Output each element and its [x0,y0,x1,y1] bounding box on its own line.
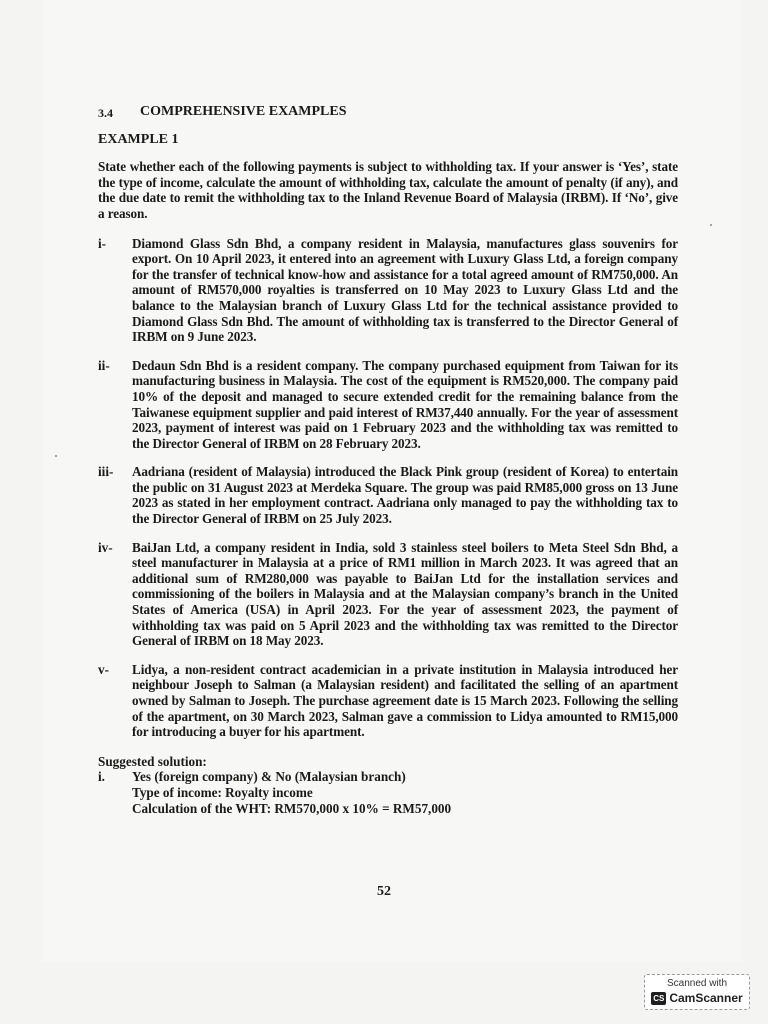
item-numeral: ii- [98,357,110,373]
solution-line: Type of income: Royalty income [132,784,313,800]
item-text: Diamond Glass Sdn Bhd, a company resident in Malaysia, manufactures glass souvenirs for export. On 10 April 2023, it entered into an agreement with Luxury Glass Ltd, a foreign company for the transfer of technical know-how and assistance for a total agreed amount of RM750,000. An amount of RM570,000 royalties is transferred on 10 May 2023 to Luxury Glass Ltd and the balance to the Malaysian branch of Luxury Glass Ltd for the technical assistance provided to Diamond Glass Sdn Bhd. The amount of withholding tax is transferred to the Director General of IRBM on 9 June 2023. [132,235,678,345]
solution-numeral: i. [98,769,105,785]
page-content [98,104,678,816]
question-item [98,236,678,345]
camscanner-watermark [644,974,750,1010]
item-numeral: iii- [98,464,114,480]
item-text: Aadriana (resident of Malaysia) introduced the Black Pink group (resident of Korea) to entertain the public on 31 August 2023 at Merdeka Square. The group was paid RM85,000 gross on 13 June 2023 as stated in her employment contract. Aadriana only managed to pay the withholding tax to the Director General of IRBM on 25 July 2023. [132,464,678,527]
item-text: Lidya, a non-resident contract academician in a private institution in Malaysia introduced her neighbour Joseph to Salman (a Malaysian resident) and facilitated the selling of an apartment owned by Salman to Joseph. The purchase agreement date is 15 March 2023. Following the selling of the apartment, on 30 March 2023, Salman gave a commission to Lidya amounted to RM15,000 for introducing a buyer for his apartment. [132,661,678,740]
question-item [98,358,678,452]
section-heading [98,104,678,122]
item-text: Dedaun Sdn Bhd is a resident company. The company purchased equipment from Taiwan for its manufacturing business in Malaysia. The cost of the equipment is RM520,000. The company paid 10% of the deposit and managed to secure extended credit for the remaining balance from the Taiwanese equipment supplier and paid interest of RM37,440 annually. For the year of assessment 2023, payment of interest was paid on 1 February 2023 and the withholding tax was remitted to the Director General of IRBM on 28 February 2023. [132,357,678,451]
camscanner-logo-icon: CS [653,993,665,1003]
question-item [98,662,678,740]
example-intro: State whether each of the following payments is subject to withholding tax. If your answer is ‘Yes’, state the type of income, calculate the amount of withholding tax, calculate the amount of penalty (if any), and the due date to remit the withholding tax to the Inland Revenue Board of Malaysia (IRBM). If ‘No’, give a reason. [98,159,678,221]
solution-line: Yes (foreign company) & No (Malaysian branch) [132,769,406,785]
example-title: EXAMPLE 1 [98,131,179,147]
solution-title: Suggested solution: [98,753,207,769]
solution-line: Calculation of the WHT: RM570,000 x 10% = RM57,000 [132,800,452,816]
page-number: 52 [377,884,391,899]
scan-speck [55,455,57,457]
item-text: BaiJan Ltd, a company resident in India, sold 3 stainless steel boilers to Meta Steel Sdn Bhd, a steel manufacturer in Malaysia at a price of RM1 million in March 2023. It was agreed that an additional sum of RM280,000 was payable to BaiJan Ltd for the installation services and commissioning of the boilers in Malaysia and at the Malaysian company’s branch in the United States of America (USA) in April 2023. For the year of assessment 2023, the payment of withholding tax was paid on 5 April 2023 and the withholding tax was remitted to the Director General of IRBM on 18 May 2023. [132,539,678,649]
item-numeral: iv- [98,539,113,555]
item-numeral: i- [98,235,107,251]
scanned-with-label: Scanned with [666,978,728,989]
scan-speck [710,224,712,226]
brand-row [645,991,749,1005]
section-number: 3.4 [98,106,113,120]
solution-item [98,769,678,816]
item-numeral: v- [98,661,109,677]
section-title: COMPREHENSIVE EXAMPLES [140,104,347,119]
solution-lines [132,769,451,816]
brand-name: CamScanner [669,991,743,1005]
question-item [98,540,678,649]
question-item [98,464,678,526]
